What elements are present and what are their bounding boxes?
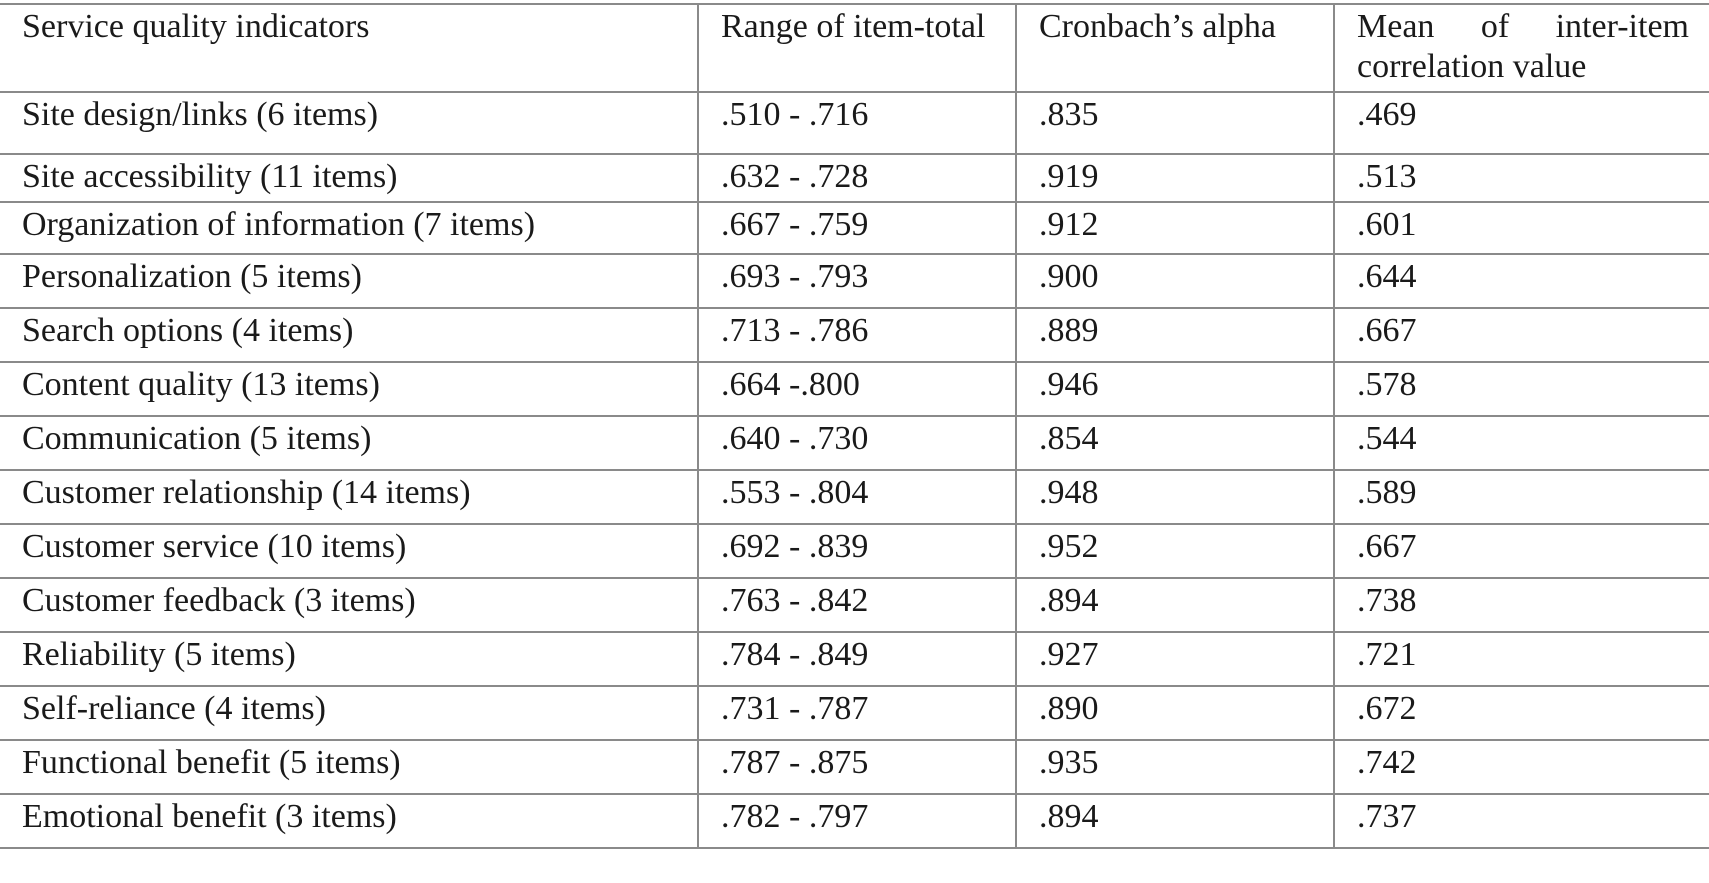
cell-indicator: Reliability (5 items) — [0, 632, 698, 686]
cell-inter-item-mean: .469 — [1334, 92, 1709, 154]
cell-alpha: .835 — [1016, 92, 1334, 154]
table-row — [0, 308, 1709, 362]
cell-inter-item-mean: .601 — [1334, 202, 1709, 254]
cell-alpha: .919 — [1016, 154, 1334, 202]
cell-inter-item-mean: .667 — [1334, 308, 1709, 362]
cell-range: .693 - .793 — [698, 254, 1016, 308]
header-cronbach-alpha: Cronbach’s alpha — [1016, 4, 1334, 92]
reliability-table — [0, 3, 1709, 849]
cell-range: .731 - .787 — [698, 686, 1016, 740]
cell-inter-item-mean: .578 — [1334, 362, 1709, 416]
cell-alpha: .952 — [1016, 524, 1334, 578]
cell-inter-item-mean: .672 — [1334, 686, 1709, 740]
table-row — [0, 686, 1709, 740]
cell-alpha: .894 — [1016, 794, 1334, 848]
table-row — [0, 362, 1709, 416]
cell-range: .510 - .716 — [698, 92, 1016, 154]
cell-alpha: .889 — [1016, 308, 1334, 362]
cell-inter-item-mean: .644 — [1334, 254, 1709, 308]
header-item-total-range: Range of item-total — [698, 4, 1016, 92]
header-row — [0, 4, 1709, 92]
header-inter-item-mean: Mean of inter-item correlation value — [1334, 4, 1709, 92]
table-row — [0, 202, 1709, 254]
cell-alpha: .935 — [1016, 740, 1334, 794]
cell-alpha: .854 — [1016, 416, 1334, 470]
cell-range: .692 - .839 — [698, 524, 1016, 578]
cell-alpha: .890 — [1016, 686, 1334, 740]
cell-inter-item-mean: .544 — [1334, 416, 1709, 470]
table-row — [0, 794, 1709, 848]
cell-indicator: Customer feedback (3 items) — [0, 578, 698, 632]
cell-inter-item-mean: .738 — [1334, 578, 1709, 632]
cell-alpha: .894 — [1016, 578, 1334, 632]
cell-alpha: .900 — [1016, 254, 1334, 308]
cell-range: .713 - .786 — [698, 308, 1016, 362]
cell-alpha: .927 — [1016, 632, 1334, 686]
table-row — [0, 154, 1709, 202]
table-row — [0, 254, 1709, 308]
cell-inter-item-mean: .742 — [1334, 740, 1709, 794]
cell-inter-item-mean: .589 — [1334, 470, 1709, 524]
table-row — [0, 92, 1709, 154]
cell-inter-item-mean: .737 — [1334, 794, 1709, 848]
cell-indicator: Site accessibility (11 items) — [0, 154, 698, 202]
table-header — [0, 4, 1709, 92]
cell-indicator: Content quality (13 items) — [0, 362, 698, 416]
cell-range: .763 - .842 — [698, 578, 1016, 632]
table-row — [0, 416, 1709, 470]
table-row — [0, 632, 1709, 686]
header-indicators: Service quality indicators — [0, 4, 698, 92]
cell-range: .784 - .849 — [698, 632, 1016, 686]
cell-inter-item-mean: .667 — [1334, 524, 1709, 578]
cell-range: .553 - .804 — [698, 470, 1016, 524]
cell-range: .667 - .759 — [698, 202, 1016, 254]
table-row — [0, 578, 1709, 632]
cell-range: .787 - .875 — [698, 740, 1016, 794]
cell-alpha: .912 — [1016, 202, 1334, 254]
cell-indicator: Communication (5 items) — [0, 416, 698, 470]
table-row — [0, 740, 1709, 794]
cell-range: .632 - .728 — [698, 154, 1016, 202]
cell-indicator: Self-reliance (4 items) — [0, 686, 698, 740]
cell-inter-item-mean: .721 — [1334, 632, 1709, 686]
cell-indicator: Customer service (10 items) — [0, 524, 698, 578]
table-row — [0, 470, 1709, 524]
cell-inter-item-mean: .513 — [1334, 154, 1709, 202]
cell-indicator: Personalization (5 items) — [0, 254, 698, 308]
cell-alpha: .948 — [1016, 470, 1334, 524]
table-body — [0, 92, 1709, 848]
cell-indicator: Functional benefit (5 items) — [0, 740, 698, 794]
cell-indicator: Customer relationship (14 items) — [0, 470, 698, 524]
cell-alpha: .946 — [1016, 362, 1334, 416]
cell-indicator: Organization of information (7 items) — [0, 202, 698, 254]
cell-range: .782 - .797 — [698, 794, 1016, 848]
table-row — [0, 524, 1709, 578]
cell-indicator: Emotional benefit (3 items) — [0, 794, 698, 848]
cell-indicator: Site design/links (6 items) — [0, 92, 698, 154]
cell-indicator: Search options (4 items) — [0, 308, 698, 362]
cell-range: .664 -.800 — [698, 362, 1016, 416]
cell-range: .640 - .730 — [698, 416, 1016, 470]
